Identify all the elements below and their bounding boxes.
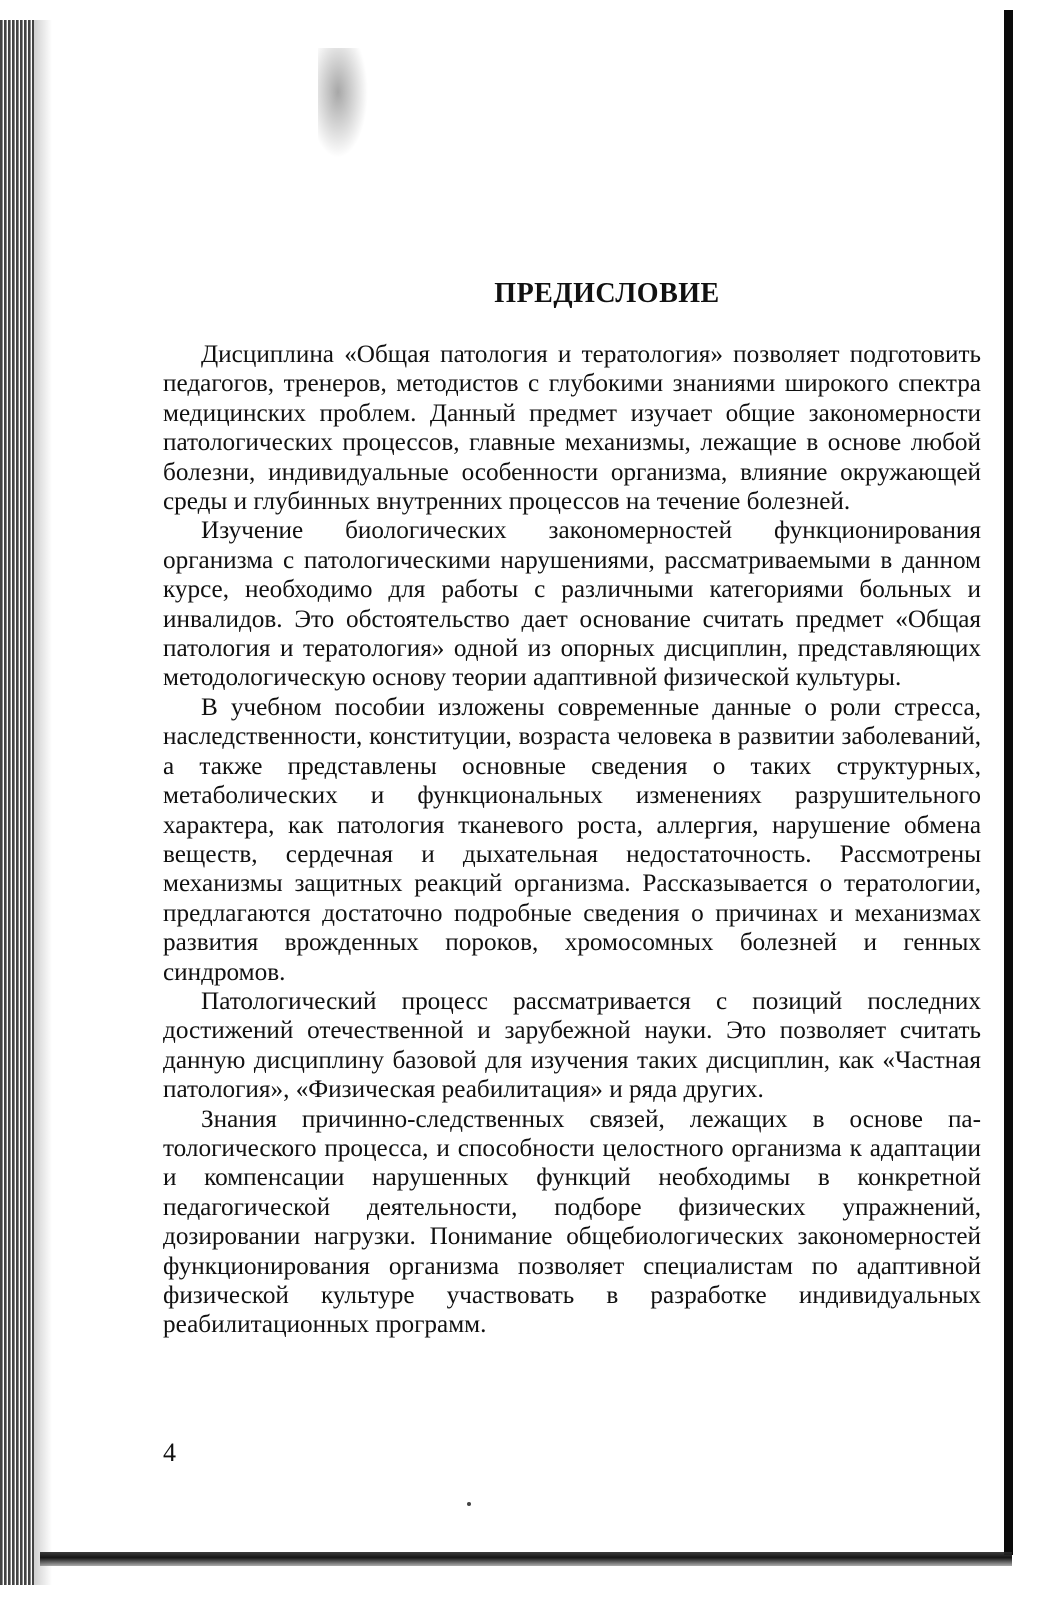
paragraph-2: Изучение биологических закономерностей функционирования организма с патологическими нарушениями, рассматриваемыми в данном курсе, необходимо для работы с различными категориями больных и инвалидов. Это обстоятельство дает основание считать предмет «Общая патология и тератология» одной из опорных дисциплин, представляющих методологическую основу теории адаптивной физической культуры. bbox=[163, 517, 981, 692]
paragraph-5: Знания причинно-следственных связей, лежащих в основе патологического процесса, и способности целостного организма к адаптации и компенсации нарушенных функций необходимы в конкретной педагогической деятельности, подборе физических упражнений, дозировании нагрузки. Понимание общебиологических закономерностей функционирования организма позволяет специалистам по адаптивной физической культуре участвовать в разработке индивидуальных реабилитационных программ. bbox=[163, 1105, 981, 1339]
scan-border-bottom bbox=[40, 1552, 1012, 1566]
page-title: ПРЕДИСЛОВИЕ bbox=[494, 278, 720, 309]
page-body bbox=[163, 278, 981, 1340]
scan-border-right bbox=[1004, 10, 1013, 1555]
page-number: 4 bbox=[163, 1438, 176, 1467]
scan-shadow-left-fade bbox=[34, 20, 52, 1585]
scan-smudge bbox=[318, 48, 368, 158]
paragraph-3: В учебном пособии изложены современные данные о роли стресса, наследственности, конституции, возраста человека в развитии заболеваний, а также представлены основные сведения о таких структурных, метаболических и функциональных изменениях разрушительного характера, как патология тканевого роста, аллергия, нарушение обмена веществ, сердечная и дыхательная недостаточность. Рассмотрены механизмы защитных реакций организма. Рассказывается о тератологии, предлагаются достаточно подробные сведения о причинах и механизмах развития врожденных пороков, хромосомных болезней и генных синдромов. bbox=[163, 693, 981, 986]
scan-shadow-left bbox=[0, 20, 34, 1585]
paragraph-4: Патологический процесс рассматривается с позиций последних достижений отечественной и зарубежной науки. Это позволяет считать данную дисциплину базовой для изучения таких дисциплин, как «Частная патология», «Физическая реабилитация» и ряда других. bbox=[163, 987, 981, 1104]
paragraph-1: Дисциплина «Общая патология и тератология» позволяет подготовить педагогов, тренеров, методистов с глубокими знаниями широкого спектра медицинских проблем. Данный предмет изучает общие закономерности патологических процессов, главные механизмы, лежащие в основе любой болезни, индивидуальные особенности организма, влияние окружающей среды и глубинных внутренних процессов на течение болезней. bbox=[163, 341, 981, 516]
scan-speck bbox=[467, 1502, 471, 1506]
